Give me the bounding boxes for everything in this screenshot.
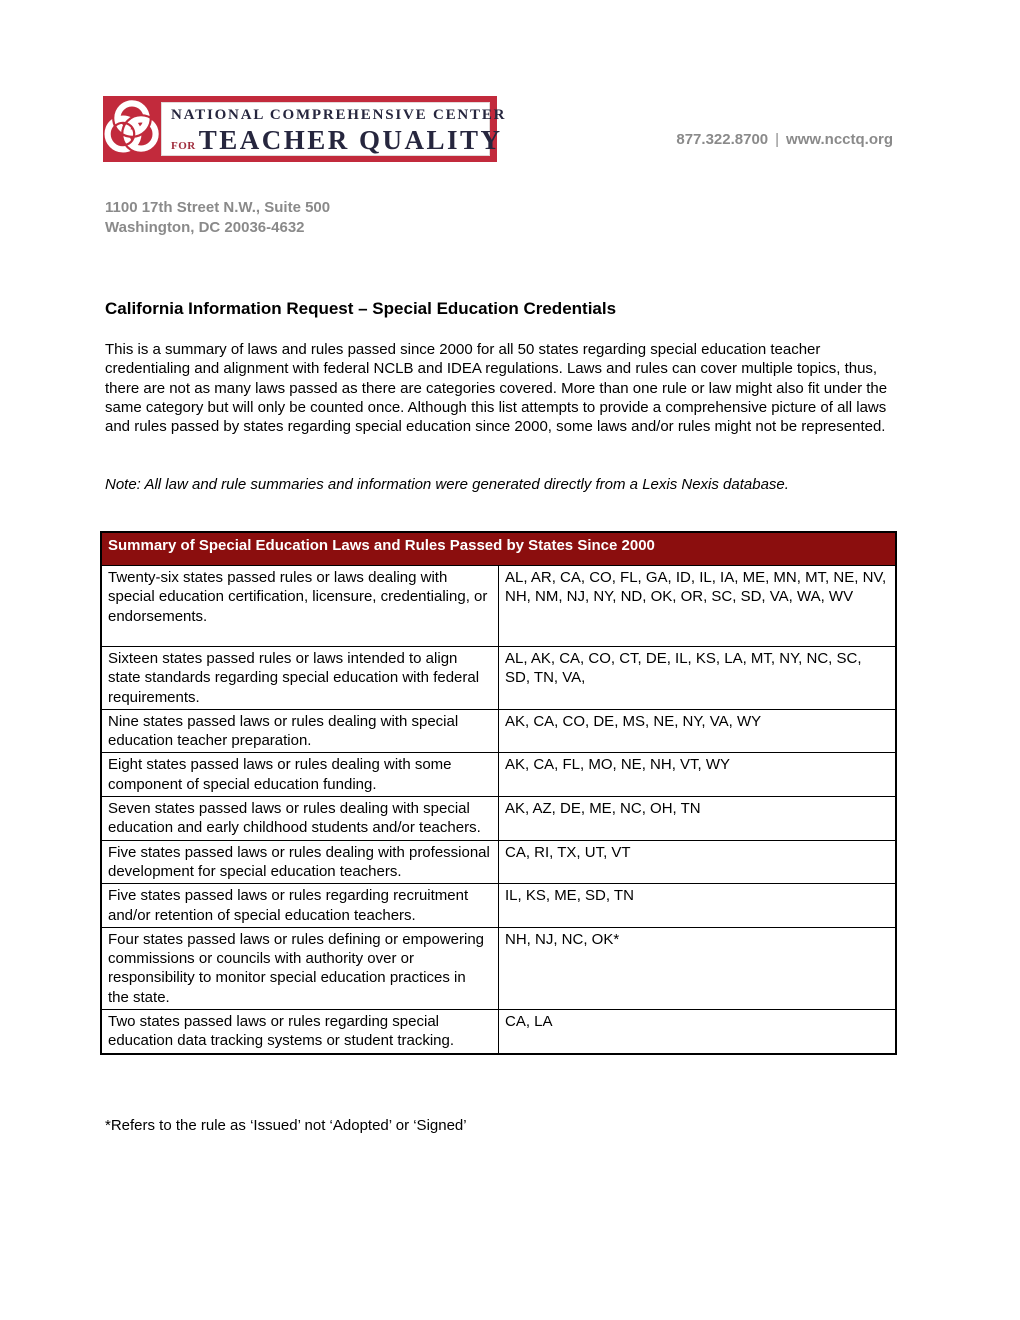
footnote: *Refers to the rule as ‘Issued’ not ‘Adopted’ or ‘Signed’ xyxy=(105,1117,467,1134)
row-description: Nine states passed laws or rules dealing with special education teacher preparation. xyxy=(101,709,499,753)
summary-table-body xyxy=(101,566,896,1054)
table-header-row xyxy=(101,532,896,566)
row-states: AL, AK, CA, CO, CT, DE, IL, KS, LA, MT, NY, NC, SC, SD, TN, VA, xyxy=(499,647,897,710)
triquetra-knot-icon xyxy=(103,96,161,162)
table-row xyxy=(101,884,896,928)
row-states: AK, AZ, DE, ME, NC, OH, TN xyxy=(499,797,897,841)
table-row xyxy=(101,1010,896,1054)
logo-line2 xyxy=(171,125,503,161)
row-states: AK, CA, CO, DE, MS, NE, NY, VA, WY xyxy=(499,709,897,753)
contact-line xyxy=(676,131,893,148)
row-states: IL, KS, ME, SD, TN xyxy=(499,884,897,928)
source-note: Note: All law and rule summaries and information were generated directly from a Lexis Nexis database. xyxy=(105,476,789,493)
summary-table-container xyxy=(100,531,897,1055)
logo-for-word: FOR xyxy=(171,140,196,152)
table-row xyxy=(101,753,896,797)
row-description: Five states passed laws or rules dealing with professional development for special education teachers. xyxy=(101,840,499,884)
table-row xyxy=(101,797,896,841)
row-description: Eight states passed laws or rules dealing with some component of special education funding. xyxy=(101,753,499,797)
table-row xyxy=(101,709,896,753)
row-description: Two states passed laws or rules regarding special education data tracking systems or student tracking. xyxy=(101,1010,499,1054)
ncctq-logo xyxy=(103,96,507,162)
row-description: Seven states passed laws or rules dealing with special education and early childhood students and/or teachers. xyxy=(101,797,499,841)
address-block xyxy=(105,198,330,238)
row-states: CA, LA xyxy=(499,1010,897,1054)
table-header-cell: Summary of Special Education Laws and Rules Passed by States Since 2000 xyxy=(101,532,896,566)
row-description: Four states passed laws or rules defining or empowering commissions or councils with authority over or responsibility to monitor special education practices in the state. xyxy=(101,927,499,1009)
table-row xyxy=(101,566,896,647)
table-row xyxy=(101,647,896,710)
row-description: Five states passed laws or rules regarding recruitment and/or retention of special education teachers. xyxy=(101,884,499,928)
page-title: California Information Request – Special Education Credentials xyxy=(105,299,617,318)
intro-paragraph: This is a summary of laws and rules passed since 2000 for all 50 states regarding special education teacher credentialing and alignment with federal NCLB and IDEA regulations. Laws and rules can cover multiple topics, thus, there are not as many laws passed as there are categories covered. More than one rule or law might also fit under the same category but will only be counted once. Although this list attempts to provide a comprehensive picture of all laws and rules passed by states regarding special education since 2000, some laws and/or rules might not be represented. xyxy=(105,341,888,436)
address-line2: Washington, DC 20036-4632 xyxy=(105,219,305,236)
row-states: NH, NJ, NC, OK* xyxy=(499,927,897,1009)
table-row xyxy=(101,927,896,1009)
row-states: AL, AR, CA, CO, FL, GA, ID, IL, IA, ME, MN, MT, NE, NV, NH, NM, NJ, NY, ND, OK, OR, SC, SD, VA, WA, WV xyxy=(499,566,897,647)
row-description: Sixteen states passed rules or laws intended to align state standards regarding special education with federal requirements. xyxy=(101,647,499,710)
logo-line1: NATIONAL COMPREHENSIVE CENTER xyxy=(171,107,507,123)
phone-number: 877.322.8700 xyxy=(676,131,769,148)
logo-teacher-quality: TEACHER QUALITY xyxy=(198,125,503,155)
summary-table xyxy=(100,531,897,1055)
address-line1: 1100 17th Street N.W., Suite 500 xyxy=(105,199,331,216)
contact-separator: | xyxy=(775,131,780,148)
row-states: AK, CA, FL, MO, NE, NH, VT, WY xyxy=(499,753,897,797)
table-row xyxy=(101,840,896,884)
website-url: www.ncctq.org xyxy=(786,131,893,148)
row-states: CA, RI, TX, UT, VT xyxy=(499,840,897,884)
row-description: Twenty-six states passed rules or laws dealing with special education certification, licensure, credentialing, or endorsements. xyxy=(101,566,499,647)
logo-text-box xyxy=(161,102,507,156)
